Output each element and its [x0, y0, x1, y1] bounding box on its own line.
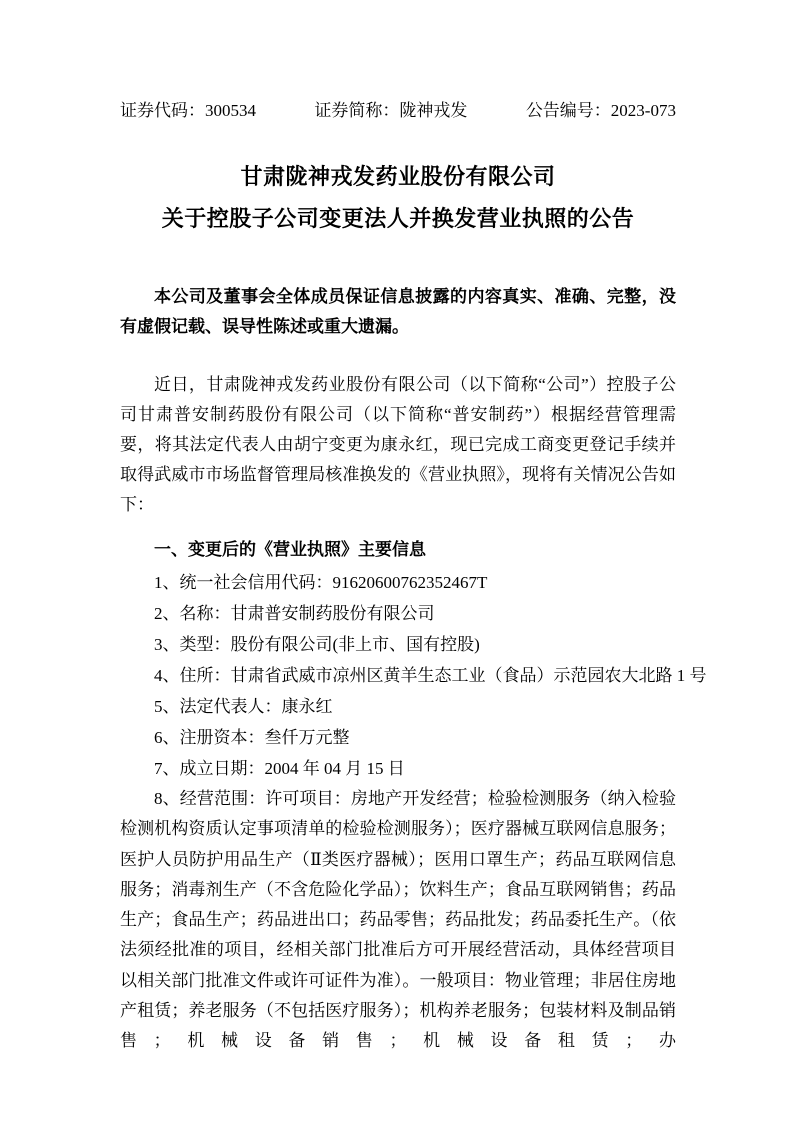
securities-header-row	[120, 100, 676, 122]
list-item-address: 4、住所：甘肃省武威市凉州区黄羊生态工业（食品）示范园农大北路 1 号	[154, 666, 707, 685]
company-name-title: 甘肃陇神戎发药业股份有限公司	[240, 164, 556, 189]
document-content	[120, 0, 707, 1057]
list-item-establishment-date: 7、成立日期：2004 年 04 月 15 日	[154, 759, 405, 778]
intro-paragraph: 近日，甘肃陇神戎发药业股份有限公司（以下简称“公司”）控股子公司甘肃普安制药股份有限公司（以下简称“普安制药”）根据经营管理需要，将其法定代表人由胡宁变更为康永红，现已完成工商变更登记手续并取得武威市市场监督管理局核准换发的《营业执照》，现将有关情况公告如下：	[120, 375, 676, 514]
list-item-registered-capital: 6、注册资本：叁仟万元整	[154, 728, 350, 747]
license-info-list	[120, 567, 707, 784]
section-one-heading: 一、变更后的《营业执照》主要信息	[154, 540, 426, 559]
board-declaration-paragraph: 本公司及董事会全体成员保证信息披露的内容真实、准确、完整，没有虚假记载、误导性陈述或重大遗漏。	[120, 287, 676, 336]
announcement-number-text: 公告编号：2023-073	[525, 101, 676, 120]
list-item-name: 2、名称：甘肃普安制药股份有限公司	[154, 604, 435, 623]
list-item-credit-code: 1、统一社会信用代码：91620600762352467T	[154, 573, 488, 592]
announcement-subject-title: 关于控股子公司变更法人并换发营业执照的公告	[161, 206, 635, 231]
stock-code-text: 证券代码：300534	[120, 101, 256, 120]
stock-abbr-text: 证券简称：陇神戎发	[314, 101, 468, 120]
business-scope-paragraph: 8、经营范围：许可项目：房地产开发经营；检验检测服务（纳入检验检测机构资质认定事项清单的检验检测服务）；医疗器械互联网信息服务；医护人员防护用品生产（Ⅱ类医疗器械）；医用口罩生产；药品互联网信息服务；消毒剂生产（不含危险化学品）；饮料生产；食品互联网销售；药品生产；食品生产；药品进出口；药品零售；药品批发；药品委托生产。（依法须经批准的项目，经相关部门批准后方可开展经营活动，具体经营项目以相关部门批准文件或许可证件为准）。一般项目：物业管理；非居住房地产租赁；养老服务（不包括医疗服务）；机构养老服务；包装材料及制品销售；机械设备销售；机械设备租赁；办	[120, 789, 676, 1051]
list-item-type: 3、类型：股份有限公司(非上市、国有控股)	[154, 635, 480, 654]
list-item-legal-representative: 5、法定代表人：康永红	[154, 697, 333, 716]
